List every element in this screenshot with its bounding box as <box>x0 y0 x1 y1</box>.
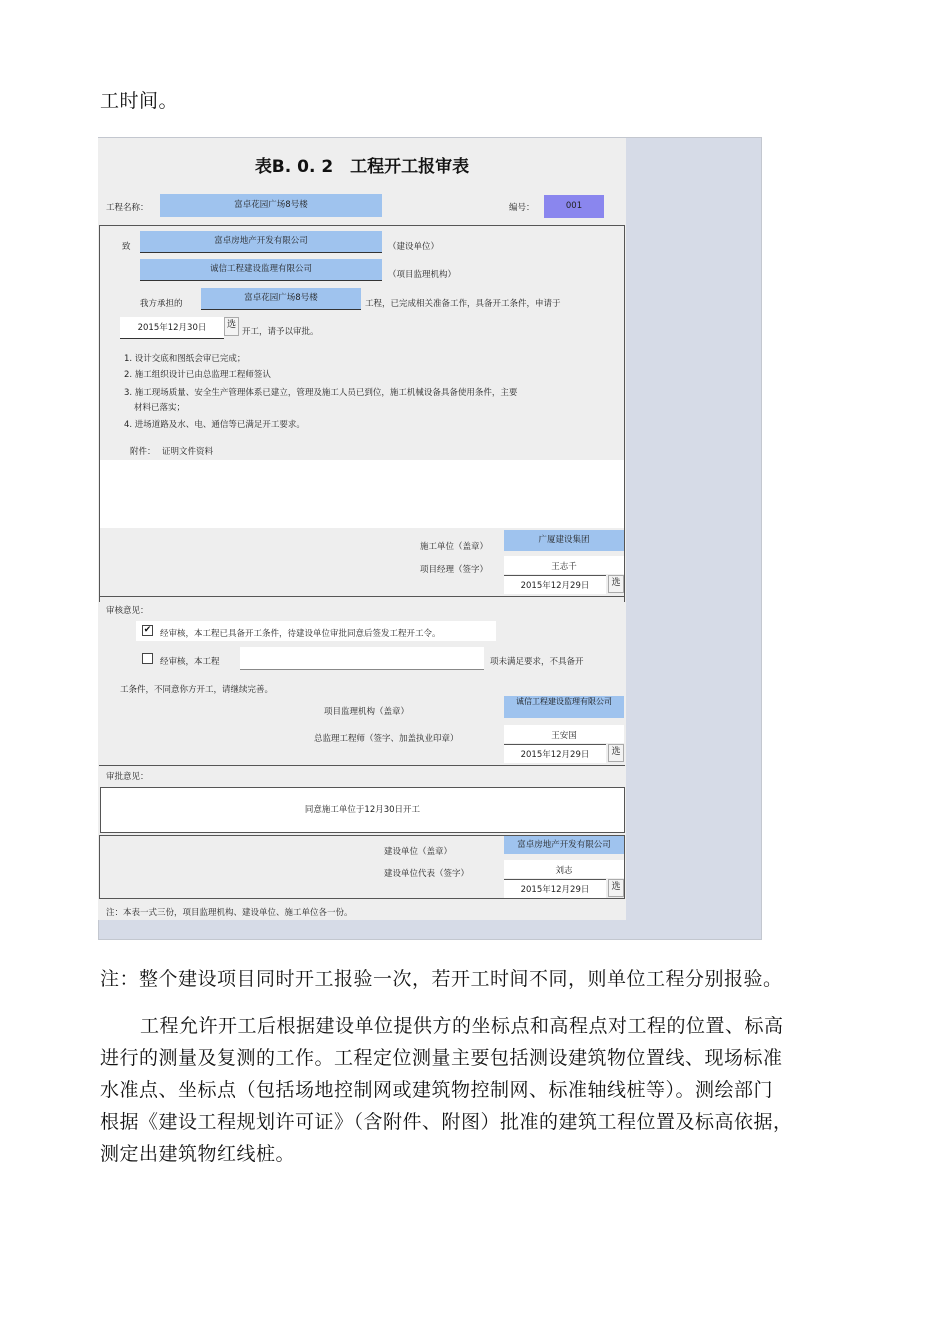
review-opt2-prefix: 经审核，本工程 <box>160 657 220 667</box>
pm-field[interactable]: 王志千 <box>504 556 624 574</box>
contractor-field[interactable]: 广厦建设集团 <box>504 530 624 551</box>
contractor-date-field[interactable]: 2015年12月29日 <box>504 575 606 594</box>
approve-text-field[interactable]: 同意施工单位于12月30日开工 <box>100 787 625 833</box>
top-text-fragment: 工时间。 <box>100 90 179 112</box>
number-label: 编号： <box>509 203 535 213</box>
review-opt1-text: 经审核，本工程已具备开工条件，待建设单位审批同意后签发工程开工令。 <box>160 629 441 639</box>
undertake-project-field[interactable]: 富卓花园广场8号楼 <box>201 288 361 310</box>
attachment-label: 附件： <box>130 447 156 457</box>
supervision-org-field[interactable]: 诚信工程建设监理有限公司 <box>140 259 382 281</box>
chief-field[interactable]: 王安国 <box>504 725 624 743</box>
review-label: 审核意见： <box>106 606 149 616</box>
sup-date-field[interactable]: 2015年12月29日 <box>504 744 606 763</box>
construction-unit-field[interactable]: 富卓房地产开发有限公司 <box>140 231 382 253</box>
chief-label: 总监理工程师（签字、加盖执业印章） <box>314 734 459 744</box>
form-title: 表B. 0. 2 工程开工报审表 <box>254 157 470 177</box>
undertake-text: 工程，已完成相关准备工作，具备开工条件，申请于 <box>365 299 561 309</box>
sup-date-pick-button[interactable]: 选 <box>608 744 624 762</box>
review-opt1-checkbox[interactable]: ✔ <box>143 625 152 635</box>
construction-unit-note: （建设单位） <box>388 242 440 252</box>
start-date-field[interactable]: 2015年12月30日 <box>120 317 224 339</box>
attachment-text: 证明文件资料 <box>162 447 214 457</box>
number-field[interactable]: 001 <box>544 195 604 218</box>
paragraph-line-1-text: 工程允许开工后根据建设单位提供方的坐标点和高程点对工程的位置、标高 <box>140 1015 784 1037</box>
review-opt2-checkbox[interactable] <box>142 653 153 664</box>
owner-label: 建设单位（盖章） <box>384 847 453 857</box>
pm-label: 项目经理（签字） <box>420 565 489 575</box>
owner-field[interactable]: 富卓房地产开发有限公司 <box>504 836 624 854</box>
review-opt2-suffix: 项未满足要求，不具备开 <box>490 657 584 667</box>
condition-1: 1. 设计交底和图纸会审已完成； <box>124 354 246 364</box>
contractor-label: 施工单位（盖章） <box>420 542 489 552</box>
form-sheet <box>98 138 626 920</box>
to-label: 致 <box>122 242 131 252</box>
owner-date-field[interactable]: 2015年12月29日 <box>504 879 606 898</box>
condition-3-cont: 材料已落实； <box>134 403 186 413</box>
start-suffix: 开工，请予以审批。 <box>242 327 319 337</box>
owner-date-pick-button[interactable]: 选 <box>608 879 624 897</box>
condition-4: 4. 进场道路及水、电、通信等已满足开工要求。 <box>124 420 305 430</box>
note-text: 注：整个建设项目同时开工报验一次，若开工时间不同，则单位工程分别报验。 <box>100 968 783 990</box>
owner-rep-field[interactable]: 刘志 <box>504 860 624 878</box>
divider <box>99 596 625 597</box>
start-date-pick-button[interactable]: 选 <box>224 317 239 336</box>
undertake-label: 我方承担的 <box>140 299 183 309</box>
attachment-area[interactable] <box>100 460 624 528</box>
condition-2: 2. 施工组织设计已由总监理工程师签认 <box>124 370 271 380</box>
review-opt2-input[interactable] <box>240 647 484 670</box>
project-name-label: 工程名称： <box>106 203 149 213</box>
project-name-field[interactable]: 富卓花园广场8号楼 <box>160 194 382 217</box>
form-footnote: 注：本表一式三份，项目监理机构、建设单位、施工单位各一份。 <box>106 908 353 918</box>
paragraph-line-5: 测定出建筑物红线桩。 <box>100 1143 296 1165</box>
approve-label: 审批意见： <box>106 772 149 782</box>
divider <box>99 765 625 766</box>
condition-3: 3. 施工现场质量、安全生产管理体系已建立，管理及施工人员已到位，施工机械设备具备使用条件，主要 <box>124 388 518 398</box>
paragraph-line-1 <box>100 1010 830 1042</box>
supervision-org-note: （项目监理机构） <box>388 270 457 280</box>
paragraph-line-2: 进行的测量及复测的工作。工程定位测量主要包括测设建筑物位置线、现场标准 <box>100 1047 783 1069</box>
sup-org-label: 项目监理机构（盖章） <box>324 707 410 717</box>
owner-rep-label: 建设单位代表（签字） <box>384 869 470 879</box>
sup-org-field[interactable]: 诚信工程建设监理有限公司 <box>504 696 624 718</box>
review-opt2-cont: 工条件，不同意你方开工，请继续完善。 <box>120 685 274 695</box>
paragraph-line-4: 根据《建设工程规划许可证》（含附件、附图）批准的建筑工程位置及标高依据， <box>100 1111 793 1133</box>
contractor-date-pick-button[interactable]: 选 <box>608 575 624 593</box>
paragraph-line-3: 水准点、坐标点（包括场地控制网或建筑物控制网、标准轴线桩等）。测绘部门 <box>100 1079 774 1101</box>
